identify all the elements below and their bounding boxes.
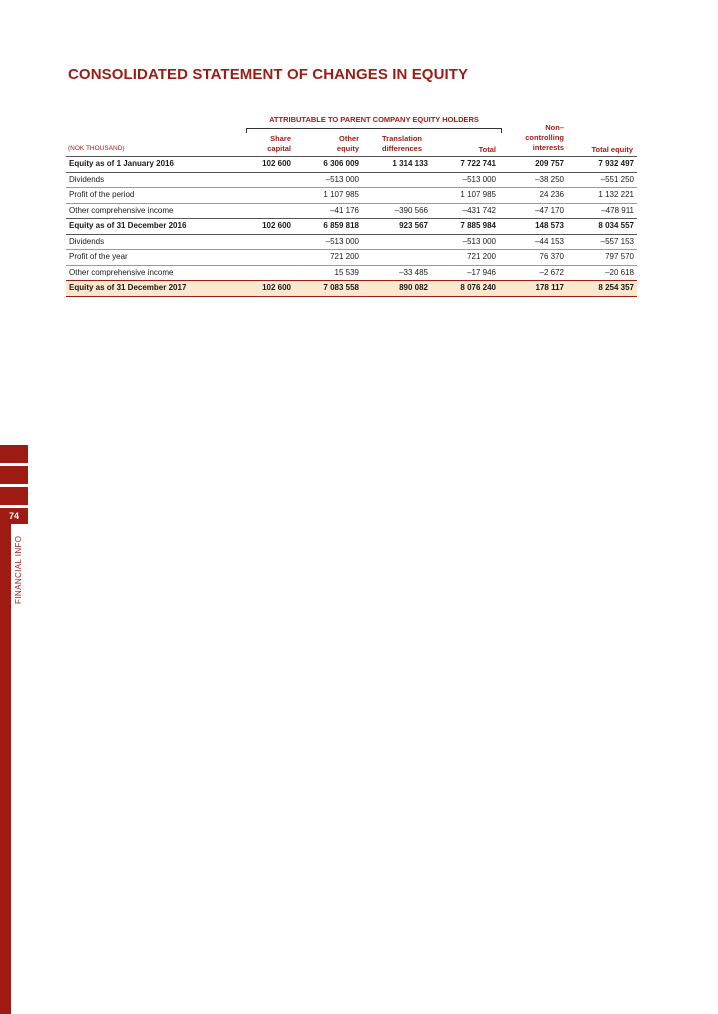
row-label: Equity as of 31 December 2016 — [66, 219, 244, 235]
side-strip — [0, 524, 11, 1014]
cell-translation: 923 567 — [362, 219, 431, 235]
cell-translation — [362, 172, 431, 188]
table-row — [66, 219, 637, 235]
page-title: CONSOLIDATED STATEMENT OF CHANGES IN EQUITY — [68, 66, 469, 83]
cell-total-equity: 797 570 — [567, 250, 637, 266]
cell-share-capital — [244, 188, 294, 204]
col-header-noncontrolling-line2: controlling — [525, 133, 564, 142]
cell-translation — [362, 188, 431, 204]
cell-total: –431 742 — [431, 203, 499, 219]
table-row-total — [66, 281, 637, 297]
table-row — [66, 157, 637, 173]
cell-total-equity: –557 153 — [567, 234, 637, 250]
cell-noncontrolling: 178 117 — [499, 281, 567, 297]
col-header-noncontrolling-line3: interests — [532, 143, 564, 152]
row-label: Equity as of 31 December 2017 — [66, 281, 244, 297]
cell-noncontrolling: 209 757 — [499, 157, 567, 173]
cell-total-equity: –551 250 — [567, 172, 637, 188]
unit-label: (NOK THOUSAND) — [68, 145, 125, 152]
cell-total: 7 722 741 — [431, 157, 499, 173]
cell-share-capital — [244, 203, 294, 219]
page-number: 74 — [0, 508, 28, 524]
cell-noncontrolling: –38 250 — [499, 172, 567, 188]
cell-noncontrolling: 148 573 — [499, 219, 567, 235]
cell-translation: 890 082 — [362, 281, 431, 297]
cell-total-equity: 8 034 557 — [567, 219, 637, 235]
cell-noncontrolling: 24 236 — [499, 188, 567, 204]
cell-total: –17 946 — [467, 267, 496, 277]
cell-translation: 1 314 133 — [362, 157, 431, 173]
table-row — [66, 265, 637, 281]
cell-share-capital: 102 600 — [244, 281, 294, 297]
col-header-total: Total — [478, 145, 496, 154]
col-header-noncontrolling — [504, 123, 564, 153]
group-bracket — [246, 128, 502, 133]
cell-translation: –33 485 — [399, 267, 428, 277]
cell-total: 721 200 — [431, 250, 499, 266]
cell-share-capital — [244, 250, 294, 266]
cell-noncontrolling: 76 370 — [499, 250, 567, 266]
cell-total: 7 885 984 — [431, 219, 499, 235]
col-header-other-equity — [300, 134, 359, 154]
table-row — [66, 203, 637, 219]
cell-share-capital — [244, 265, 294, 281]
side-tab-1 — [0, 445, 28, 463]
col-header-translation-line2: differences — [382, 144, 423, 153]
cell-total-equity: 1 132 221 — [567, 188, 637, 204]
row-label: Other comprehensive income — [66, 203, 244, 219]
cell-other-equity: 6 306 009 — [294, 157, 362, 173]
cell-other-equity: 1 107 985 — [294, 188, 362, 204]
equity-table — [66, 156, 637, 297]
cell-noncontrolling: –44 153 — [499, 234, 567, 250]
cell-total: –513 000 — [431, 172, 499, 188]
cell-other-equity: 721 200 — [294, 250, 362, 266]
cell-total-equity: 7 932 497 — [567, 157, 637, 173]
cell-noncontrolling: –47 170 — [499, 203, 567, 219]
cell-translation: –390 566 — [362, 203, 431, 219]
section-label: FINANCIAL INFO — [14, 535, 23, 604]
col-header-translation — [368, 134, 428, 154]
row-label: Profit of the period — [66, 188, 244, 204]
cell-total: –513 000 — [431, 234, 499, 250]
cell-total: 1 107 985 — [431, 188, 499, 204]
cell-share-capital — [244, 234, 294, 250]
col-header-share-capital-line1: Share — [270, 134, 291, 143]
cell-other-equity: 6 859 818 — [294, 219, 362, 235]
side-tab-3 — [0, 487, 28, 505]
cell-total-equity: –478 911 — [567, 203, 637, 219]
row-label: Profit of the year — [66, 250, 244, 266]
cell-other-equity: –513 000 — [294, 234, 362, 250]
cell-noncontrolling: –2 672 — [539, 267, 564, 277]
table-row — [66, 188, 637, 204]
cell-share-capital: 102 600 — [244, 157, 294, 173]
cell-total-equity: –20 618 — [605, 267, 634, 277]
col-header-translation-line1: Translation — [382, 134, 423, 143]
row-label: Other comprehensive income — [69, 267, 174, 277]
cell-share-capital: 102 600 — [244, 219, 294, 235]
col-header-share-capital-line2: capital — [267, 144, 291, 153]
col-header-total-equity: Total equity — [591, 145, 633, 154]
table-row — [66, 250, 637, 266]
cell-total: 8 076 240 — [431, 281, 499, 297]
cell-translation — [362, 234, 431, 250]
cell-translation — [362, 250, 431, 266]
group-header: ATTRIBUTABLE TO PARENT COMPANY EQUITY HOLDERS — [269, 115, 479, 124]
row-label: Dividends — [66, 234, 244, 250]
cell-other-equity: 15 539 — [334, 267, 359, 277]
table-row — [66, 234, 637, 250]
row-label: Equity as of 1 January 2016 — [66, 157, 244, 173]
cell-total-equity: 8 254 357 — [567, 281, 637, 297]
row-label: Dividends — [66, 172, 244, 188]
cell-share-capital — [244, 172, 294, 188]
col-header-other-equity-line2: equity — [336, 144, 359, 153]
cell-other-equity: 7 083 558 — [294, 281, 362, 297]
col-header-noncontrolling-line1: Non– — [545, 123, 564, 132]
cell-other-equity: –513 000 — [294, 172, 362, 188]
side-tab-2 — [0, 466, 28, 484]
table-row — [66, 172, 637, 188]
cell-other-equity: –41 176 — [294, 203, 362, 219]
col-header-other-equity-line1: Other — [338, 134, 359, 143]
col-header-share-capital — [246, 134, 291, 154]
